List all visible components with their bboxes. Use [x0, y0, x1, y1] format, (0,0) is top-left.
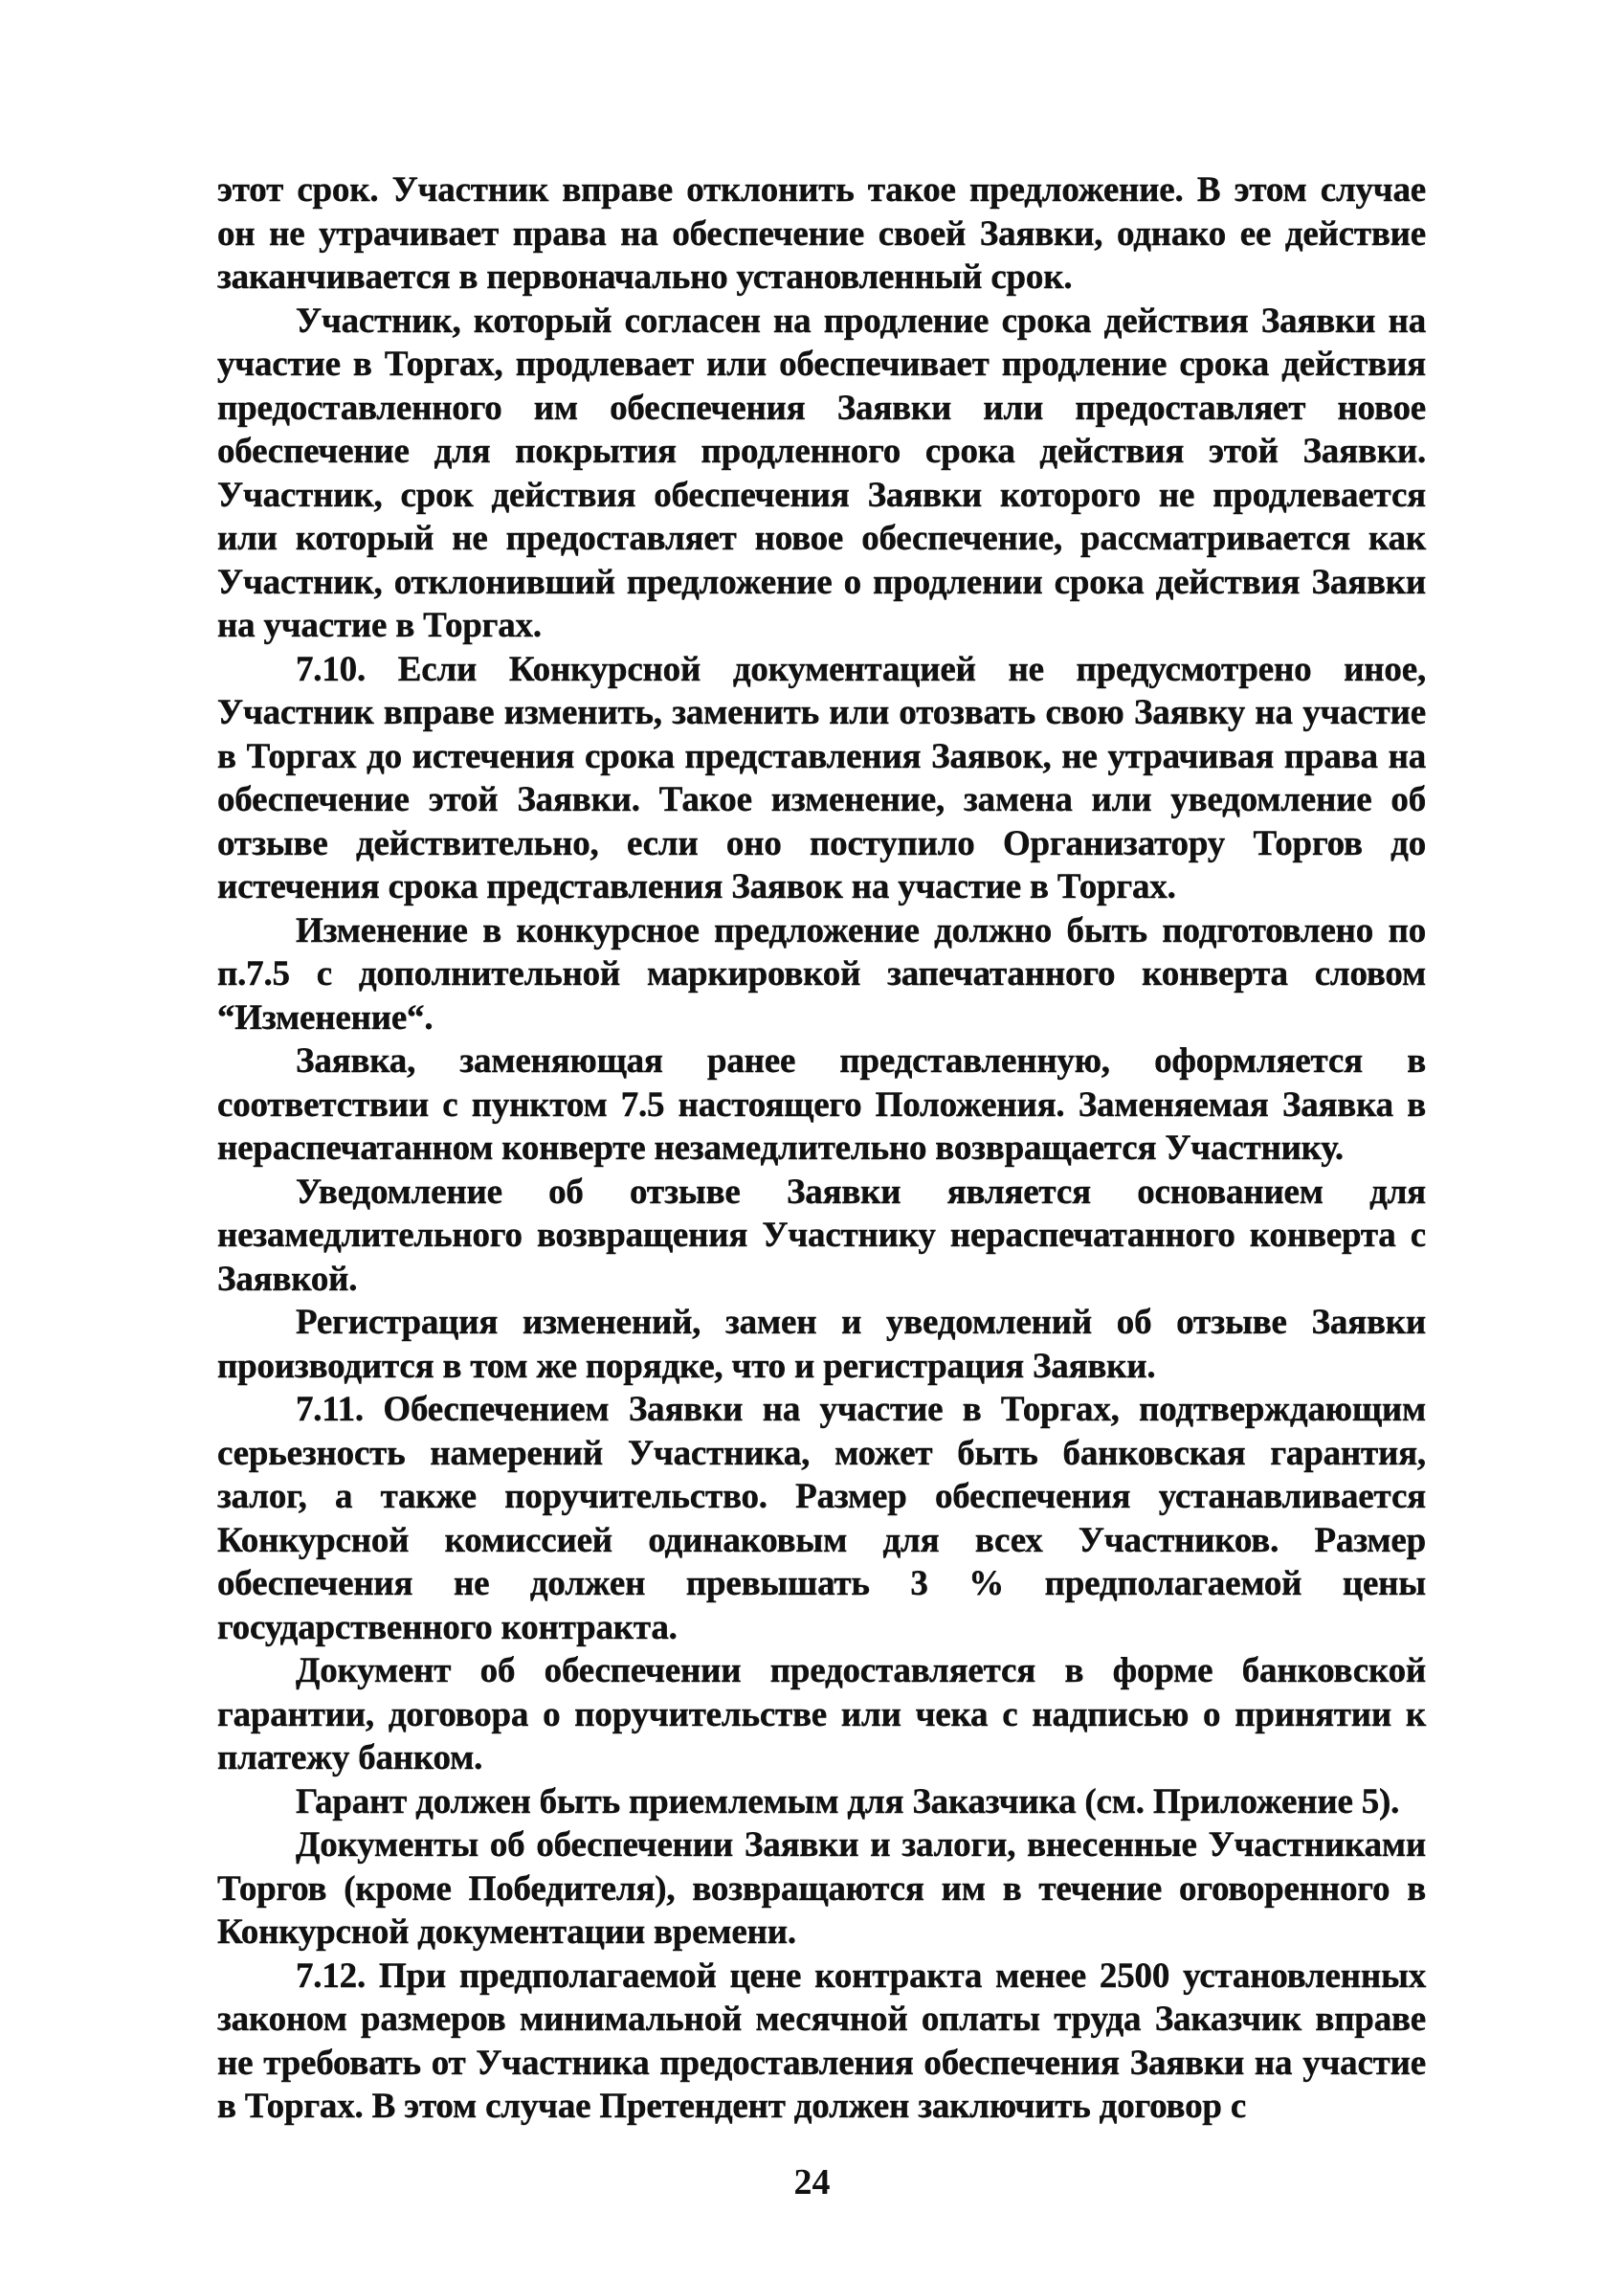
paragraph-7-11: 7.11. Обеспечением Заявки на участие в Торгах, подтверждающим серьезность намерений Участника, может быть банковская гарантия, залог, а также поручительство. Размер обеспечения устанавливается Конкурсной комиссией одинаковым для всех Участников. Размер обеспечения не должен превышать 3 % предполагаемой цены государственного контракта.	[217, 1390, 1426, 1647]
page-number: 24	[793, 2162, 831, 2202]
paragraph: этот срок. Участник вправе отклонить такое предложение. В этом случае он не утрачивает права на обеспечение своей Заявки, однако ее действие заканчивается в первоначально установленный срок.	[217, 170, 1426, 297]
paragraph: Уведомление об отзыве Заявки является основанием для незамедлительного возвращения Участнику нераспечатанного конверта с Заявкой.	[217, 1172, 1426, 1299]
paragraph: Документ об обеспечении предоставляется в форме банковской гарантии, договора о поручительстве или чека с надписью о принятии к платежу банком.	[217, 1651, 1426, 1777]
paragraph-7-12: 7.12. При предполагаемой цене контракта менее 2500 установленных законом размеров минимальной месячной оплаты труда Заказчик вправе не требовать от Участника предоставления обеспечения Заявки на участие в Торгах. В этом случае Претендент должен заключить договор с	[217, 1956, 1426, 2126]
paragraph: Регистрация изменений, замен и уведомлений об отзыве Заявки производится в том же порядке, что и регистрация Заявки.	[217, 1303, 1426, 1386]
paragraph-7-10: 7.10. Если Конкурсной документацией не предусмотрено иное, Участник вправе изменить, заменить или отозвать свою Заявку на участие в Торгах до истечения срока представления Заявок, не утрачивая права на обеспечение этой Заявки. Такое изменение, замена или уведомление об отзыве действительно, если оно поступило Организатору Торгов до истечения срока представления Заявок на участие в Торгах.	[217, 649, 1426, 906]
paragraph: Участник, который согласен на продление срока действия Заявки на участие в Торгах, продлевает или обеспечивает продление срока действия предоставленного им обеспечения Заявки или предоставляет новое обеспечение для покрытия продленного срока действия этой Заявки. Участник, срок действия обеспечения Заявки которого не продлевается или который не предоставляет новое обеспечение, рассматривается как Участник, отклонивший предложение о продлении срока действия Заявки на участие в Торгах.	[217, 301, 1426, 645]
paragraph: Изменение в конкурсное предложение должно быть подготовлено по п.7.5 с дополнительной маркировкой запечатанного конверта словом “Изменение“.	[217, 910, 1426, 1038]
document-body	[217, 168, 1426, 2129]
paragraph: Заявка, заменяющая ранее представленную, оформляется в соответствии с пунктом 7.5 настоящего Положения. Заменяемая Заявка в нераспечатанном конверте незамедлительно возвращается Участнику.	[217, 1041, 1426, 1168]
paragraph: Гарант должен быть приемлемым для Заказчика (см. Приложение 5).	[296, 1781, 1400, 1822]
paragraph: Документы об обеспечении Заявки и залоги, внесенные Участниками Торгов (кроме Победителя), возвращаются им в течение оговоренного в Конкурсной документации времени.	[217, 1825, 1426, 1952]
